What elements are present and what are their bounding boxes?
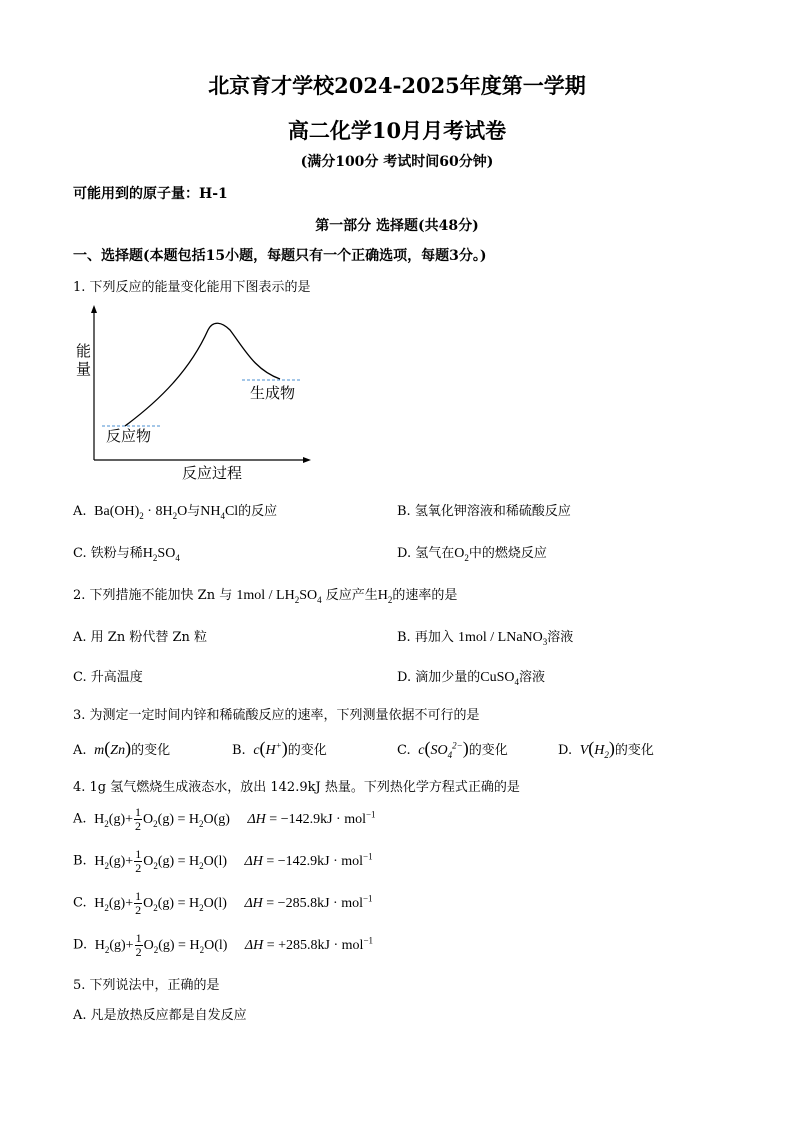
option-a-text: 的反应 (238, 504, 278, 519)
option-b-label: B. (397, 504, 411, 519)
option-a-text: 凡是放热反应都是自发反应 (90, 1008, 247, 1023)
option-c-text: 的变化 (468, 743, 508, 758)
y-axis-label-2: 量 (76, 361, 92, 378)
dh-unit-exp: −1 (365, 809, 376, 820)
dh-unit: kJ · mol (320, 811, 366, 827)
dh-unit: kJ · mol (317, 853, 364, 869)
option-b-formula: 1mol / LNaNO$_3$ (457, 630, 548, 647)
option-c-formula: $c(SO_4^{2-})$ (414, 738, 469, 760)
option-c-label: C. (73, 670, 87, 685)
option-c-label: C. (397, 743, 411, 758)
dh-unit-exp: −1 (363, 851, 373, 862)
dh-value: −142.9 (277, 853, 318, 869)
q2-option-d[interactable] (397, 666, 545, 686)
exam-title: 高二化学10月月考试卷 (287, 118, 507, 143)
x-axis-label: 反应过程 (182, 465, 243, 482)
option-a-formula: $Ba(OH)_2 \cdot 8H_2O$ (90, 504, 188, 521)
option-a-label: A. (73, 1008, 87, 1023)
q3-option-d[interactable] (558, 738, 654, 759)
option-d-text: 的变化 (614, 743, 654, 758)
q3-stem: 3. 为测定一定时间内锌和稀硫酸反应的速率，下列测量依据不可行的是 (73, 708, 480, 723)
q1-stem: 1. 下列反应的能量变化能用下图表示的是 (73, 280, 311, 295)
q4-stem: 4. 1g 氢气燃烧生成液态水，放出 142.9kJ 热量。下列热化学方程式正确的是 (73, 780, 520, 795)
option-d-formula: CuSO$_4$ (480, 670, 519, 687)
option-d-text-1: 滴加少量的 (415, 670, 481, 685)
q1-option-a[interactable] (73, 500, 277, 520)
option-b-label: B. (397, 630, 411, 645)
q2-option-b[interactable] (397, 626, 573, 646)
option-a-formula-2: $NH_4Cl$ (200, 504, 239, 521)
y-axis-label-1: 能 (76, 343, 92, 360)
q2-option-a[interactable] (73, 626, 207, 645)
q5-option-a[interactable] (73, 1004, 247, 1023)
option-b-text-2: 溶液 (547, 630, 574, 645)
q1-option-d[interactable] (397, 542, 547, 562)
dh-unit: kJ · mol (317, 895, 363, 911)
q2-stem (73, 584, 457, 604)
state: (l) (213, 853, 227, 869)
q2-stem-3: 的速率的是 (392, 588, 458, 603)
option-a-label: A. (73, 811, 87, 827)
section-title: 一、选择题(本题包括15小题，每题只有一个正确选项，每题3分。) (73, 248, 487, 264)
q5-stem: 5. 下列说法中，正确的是 (73, 978, 220, 993)
atomic-mass-note: 可能用到的原子量：H-1 (73, 186, 228, 202)
dh-unit-exp: −1 (362, 893, 373, 904)
q4-option-b[interactable] (73, 848, 373, 875)
q1-option-c[interactable] (73, 542, 180, 562)
option-d-text-2: 中的燃烧反应 (468, 546, 547, 561)
option-a-formula: m(Zn) (90, 738, 132, 758)
option-b-text-1: 再加入 (414, 630, 454, 645)
part-title: 第一部分 选择题(共48分) (315, 218, 479, 234)
option-a-text: 用 Zn 粉代替 Zn 粒 (90, 630, 208, 645)
option-a-text: 的变化 (131, 743, 171, 758)
exam-info: (满分100分 考试时间60分钟) (300, 154, 494, 170)
state: (l) (213, 895, 227, 911)
option-d-label: D. (73, 937, 88, 953)
option-a-label: A. (73, 504, 87, 519)
option-d-text-1: 氢气在 (415, 546, 455, 561)
q3-option-a[interactable] (73, 738, 170, 759)
dh-unit: kJ · mol (317, 937, 364, 953)
q2-stem-1: 2. 下列措施不能加快 Zn 与 (73, 588, 233, 603)
option-d-formula: $O_2$ (454, 546, 469, 563)
option-a-label: A. (73, 743, 87, 758)
option-d-label: D. (558, 743, 573, 758)
option-b-equation: $H_2(g)+$ $\frac{1}{2}$ $O_2(g) = H_2O(l) \Delta H = -142.9kJ \cdot mol^{-1}$ (90, 847, 373, 875)
reactant-label: 反应物 (106, 428, 152, 445)
q2-stem-formula-2: $H_2$ (377, 588, 393, 605)
option-d-equation: $H_2(g)+$ $\frac{1}{2}$ $O_2(g) = H_2O(l) \Delta H = +285.8kJ \cdot mol^{-1}$ (91, 931, 374, 959)
x-axis-arrow (303, 457, 311, 463)
state: (g) (213, 811, 230, 827)
y-axis-arrow (91, 305, 97, 313)
energy-curve (125, 323, 280, 426)
school-title: 北京育才学校2024-2025年度第一学期 (208, 73, 586, 98)
q3-option-b[interactable] (232, 738, 327, 759)
q1-option-b[interactable] (397, 500, 571, 519)
q4-option-d[interactable] (73, 932, 373, 959)
option-c-text: 铁粉与稀 (90, 546, 143, 561)
option-d-label: D. (397, 546, 412, 561)
option-c-text: 升高温度 (90, 670, 143, 685)
option-d-label: D. (397, 670, 412, 685)
q4-option-c[interactable] (73, 890, 373, 917)
option-a-equation: $H_2(g)+$ $\frac{1}{2}$ $O_2(g) = H_2O(g) \Delta H = -142.9kJ \cdot mol^{-1}$ (90, 805, 376, 833)
option-d-text-2: 溶液 (518, 670, 545, 685)
q2-stem-formula: $1mol / LH_2SO_4$ (236, 588, 322, 605)
option-d-formula: $V(H_2)$ (576, 738, 615, 760)
option-b-label: B. (232, 743, 246, 758)
option-b-formula: c(H+) (249, 738, 288, 758)
q3-option-c[interactable] (397, 738, 508, 759)
option-c-label: C. (73, 546, 87, 561)
option-b-text: 的变化 (287, 743, 327, 758)
product-label: 生成物 (250, 385, 296, 402)
state: (l) (214, 937, 228, 953)
dh-unit-exp: −1 (363, 935, 374, 946)
dh-value: −285.8 (277, 895, 318, 911)
dh-value: −142.9 (280, 811, 321, 827)
option-a-label: A. (73, 630, 87, 645)
energy-diagram (70, 300, 330, 490)
q2-stem-2: 反应产生 (325, 588, 378, 603)
q4-option-a[interactable] (73, 806, 376, 833)
option-c-label: C. (73, 895, 87, 911)
q2-option-c[interactable] (73, 666, 143, 685)
option-b-label: B. (73, 853, 87, 869)
option-c-equation: $H_2(g)+$ $\frac{1}{2}$ $O_2(g) = H_2O(l) \Delta H = -285.8kJ \cdot mol^{-1}$ (90, 889, 373, 917)
dh-value: +285.8 (278, 937, 318, 953)
option-c-formula: $H_2SO_4$ (142, 546, 180, 563)
option-b-text: 氢氧化钾溶液和稀硫酸反应 (414, 504, 571, 519)
option-a-connector: 与 (187, 504, 201, 519)
